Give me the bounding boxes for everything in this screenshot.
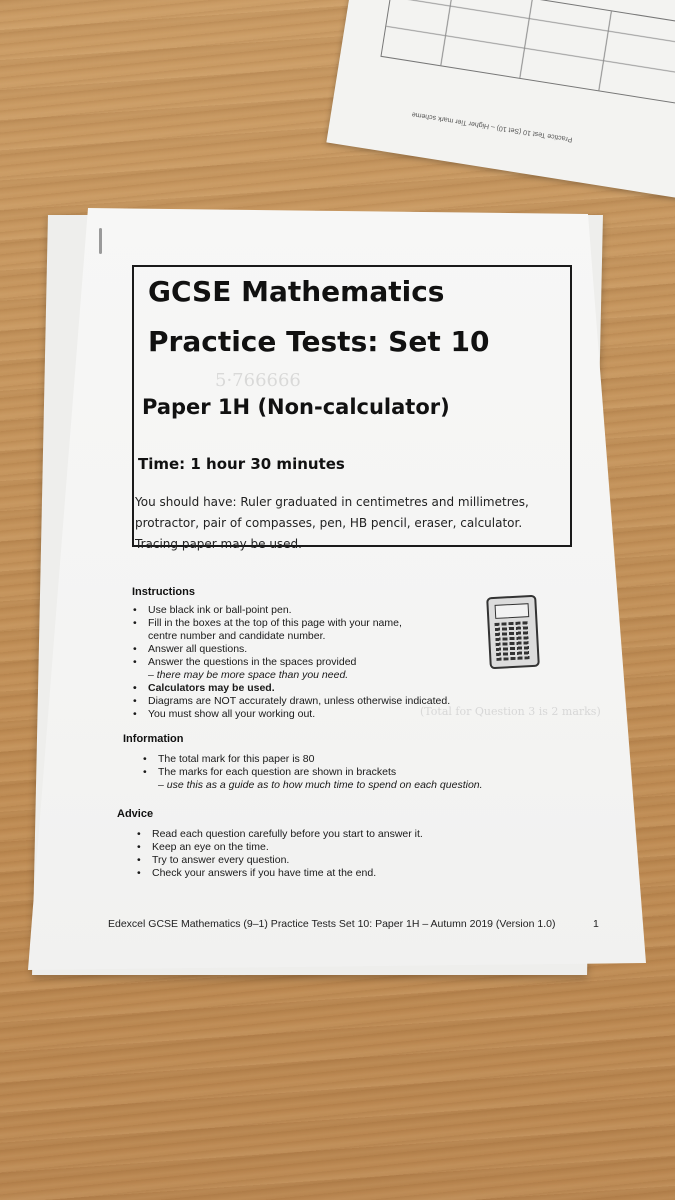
show-through-text: 5·766666 <box>215 370 301 391</box>
list-item: • Diagrams are NOT accurately drawn, unless otherwise indicated. <box>130 695 450 708</box>
paper-name: Paper 1H (Non-calculator) <box>142 395 450 419</box>
list-item: • Use black ink or ball-point pen. <box>130 604 450 617</box>
advice-list <box>134 828 423 880</box>
information-heading: Information <box>123 733 184 745</box>
list-item: • Calculators may be used. <box>130 682 450 695</box>
time-allowed: Time: 1 hour 30 minutes <box>138 455 345 473</box>
list-item: • Answer the questions in the spaces provided <box>130 656 450 669</box>
calculator-keys <box>495 621 531 661</box>
list-item: – there may be more space than you need. <box>148 669 349 681</box>
list-item: • The marks for each question are shown in brackets <box>140 766 483 779</box>
show-through-text: (Total for Question 3 is 2 marks) <box>420 705 601 718</box>
equipment-note: You should have: Ruler graduated in centimetres and millimetres, protractor, pair of compasses, pen, HB pencil, eraser, calculator. Tracing paper may be used. <box>135 495 529 551</box>
footer-text: Edexcel GCSE Mathematics (9–1) Practice Tests Set 10: Paper 1H – Autumn 2019 (Version 1.0) <box>108 918 556 930</box>
staple <box>99 228 102 254</box>
list-item: • Answer all questions. <box>130 643 450 656</box>
calculator-screen <box>495 603 530 619</box>
information-list <box>140 753 483 792</box>
title-line-2: Practice Tests: Set 10 <box>148 325 490 358</box>
instructions-list <box>130 604 450 721</box>
page-number: 1 <box>593 918 599 930</box>
list-item: – use this as a guide as to how much time to spend on each question. <box>158 779 483 791</box>
mark-scheme-table <box>380 0 675 104</box>
calculator-icon <box>486 595 540 670</box>
list-item: • Read each question carefully before you start to answer it. <box>134 828 423 841</box>
list-item: centre number and candidate number. <box>148 630 326 642</box>
list-item: • Keep an eye on the time. <box>134 841 423 854</box>
list-item: • You must show all your working out. <box>130 708 450 721</box>
instructions-heading: Instructions <box>132 586 195 598</box>
list-item: • Try to answer every question. <box>134 854 423 867</box>
advice-heading: Advice <box>117 808 154 820</box>
mark-scheme-footer: Practice Test 10 (Set 10) – Higher Tier mark scheme <box>411 110 573 143</box>
background-mark-scheme-sheet <box>326 0 675 202</box>
list-item: • The total mark for this paper is 80 <box>140 753 483 766</box>
title-line-1: GCSE Mathematics <box>148 275 445 308</box>
list-item: • Fill in the boxes at the top of this page with your name, <box>130 617 450 630</box>
list-item: • Check your answers if you have time at the end. <box>134 867 423 880</box>
